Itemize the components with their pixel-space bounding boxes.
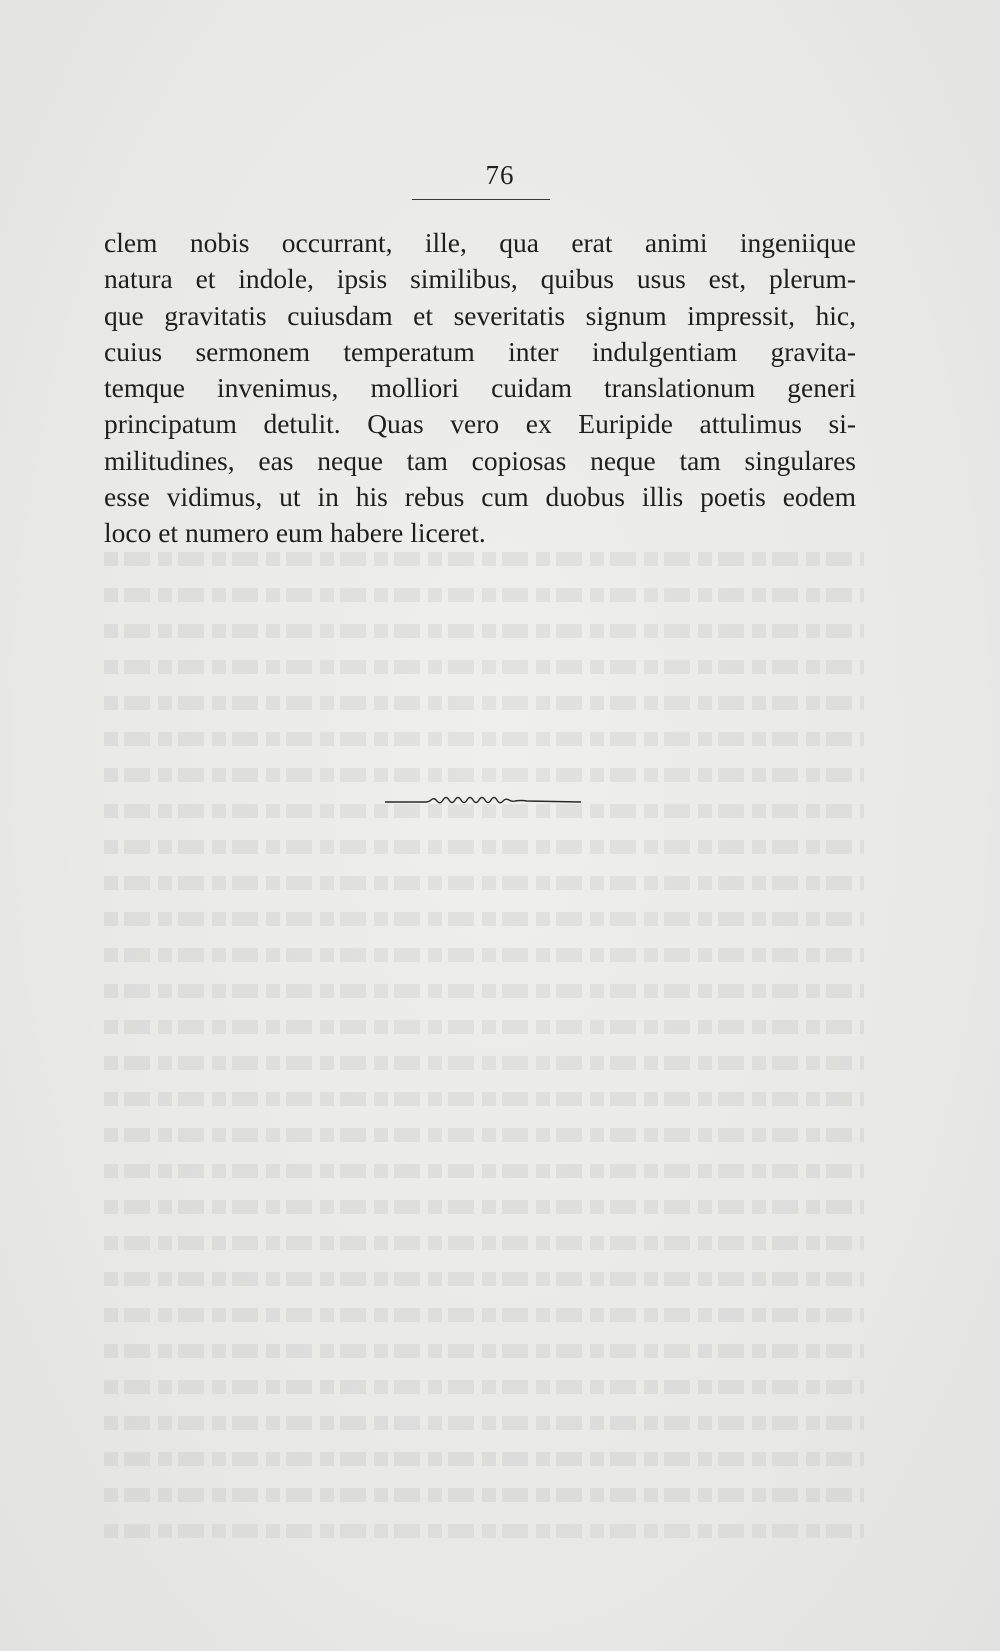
text-line: natura et indole, ipsis similibus, quibus usus est, plerum-: [104, 263, 856, 295]
text-line: militudines, eas neque tam copiosas neque tam singulares: [104, 444, 856, 476]
end-ornament: [385, 790, 581, 810]
header-rule: [412, 199, 550, 200]
show-through-text: [104, 540, 864, 1580]
text-line: principatum detulit. Quas vero ex Euripide attulimus si-: [104, 408, 856, 440]
text-line: clem nobis occurrant, ille, qua erat animi ingeniique: [104, 227, 856, 258]
text-line: que gravitatis cuiusdam et severitatis signum impressit, hic,: [104, 299, 856, 331]
paragraph: [104, 225, 856, 552]
text-line: loco et numero eum habere liceret.: [104, 517, 486, 549]
text-line: cuius sermonem temperatum inter indulgentiam gravita-: [104, 335, 856, 367]
text-line: esse vidimus, ut in his rebus cum duobus illis poetis eodem: [104, 481, 856, 513]
page-number: 76: [485, 160, 515, 190]
text-line: temque invenimus, molliori cuidam translationum generi: [104, 372, 856, 404]
